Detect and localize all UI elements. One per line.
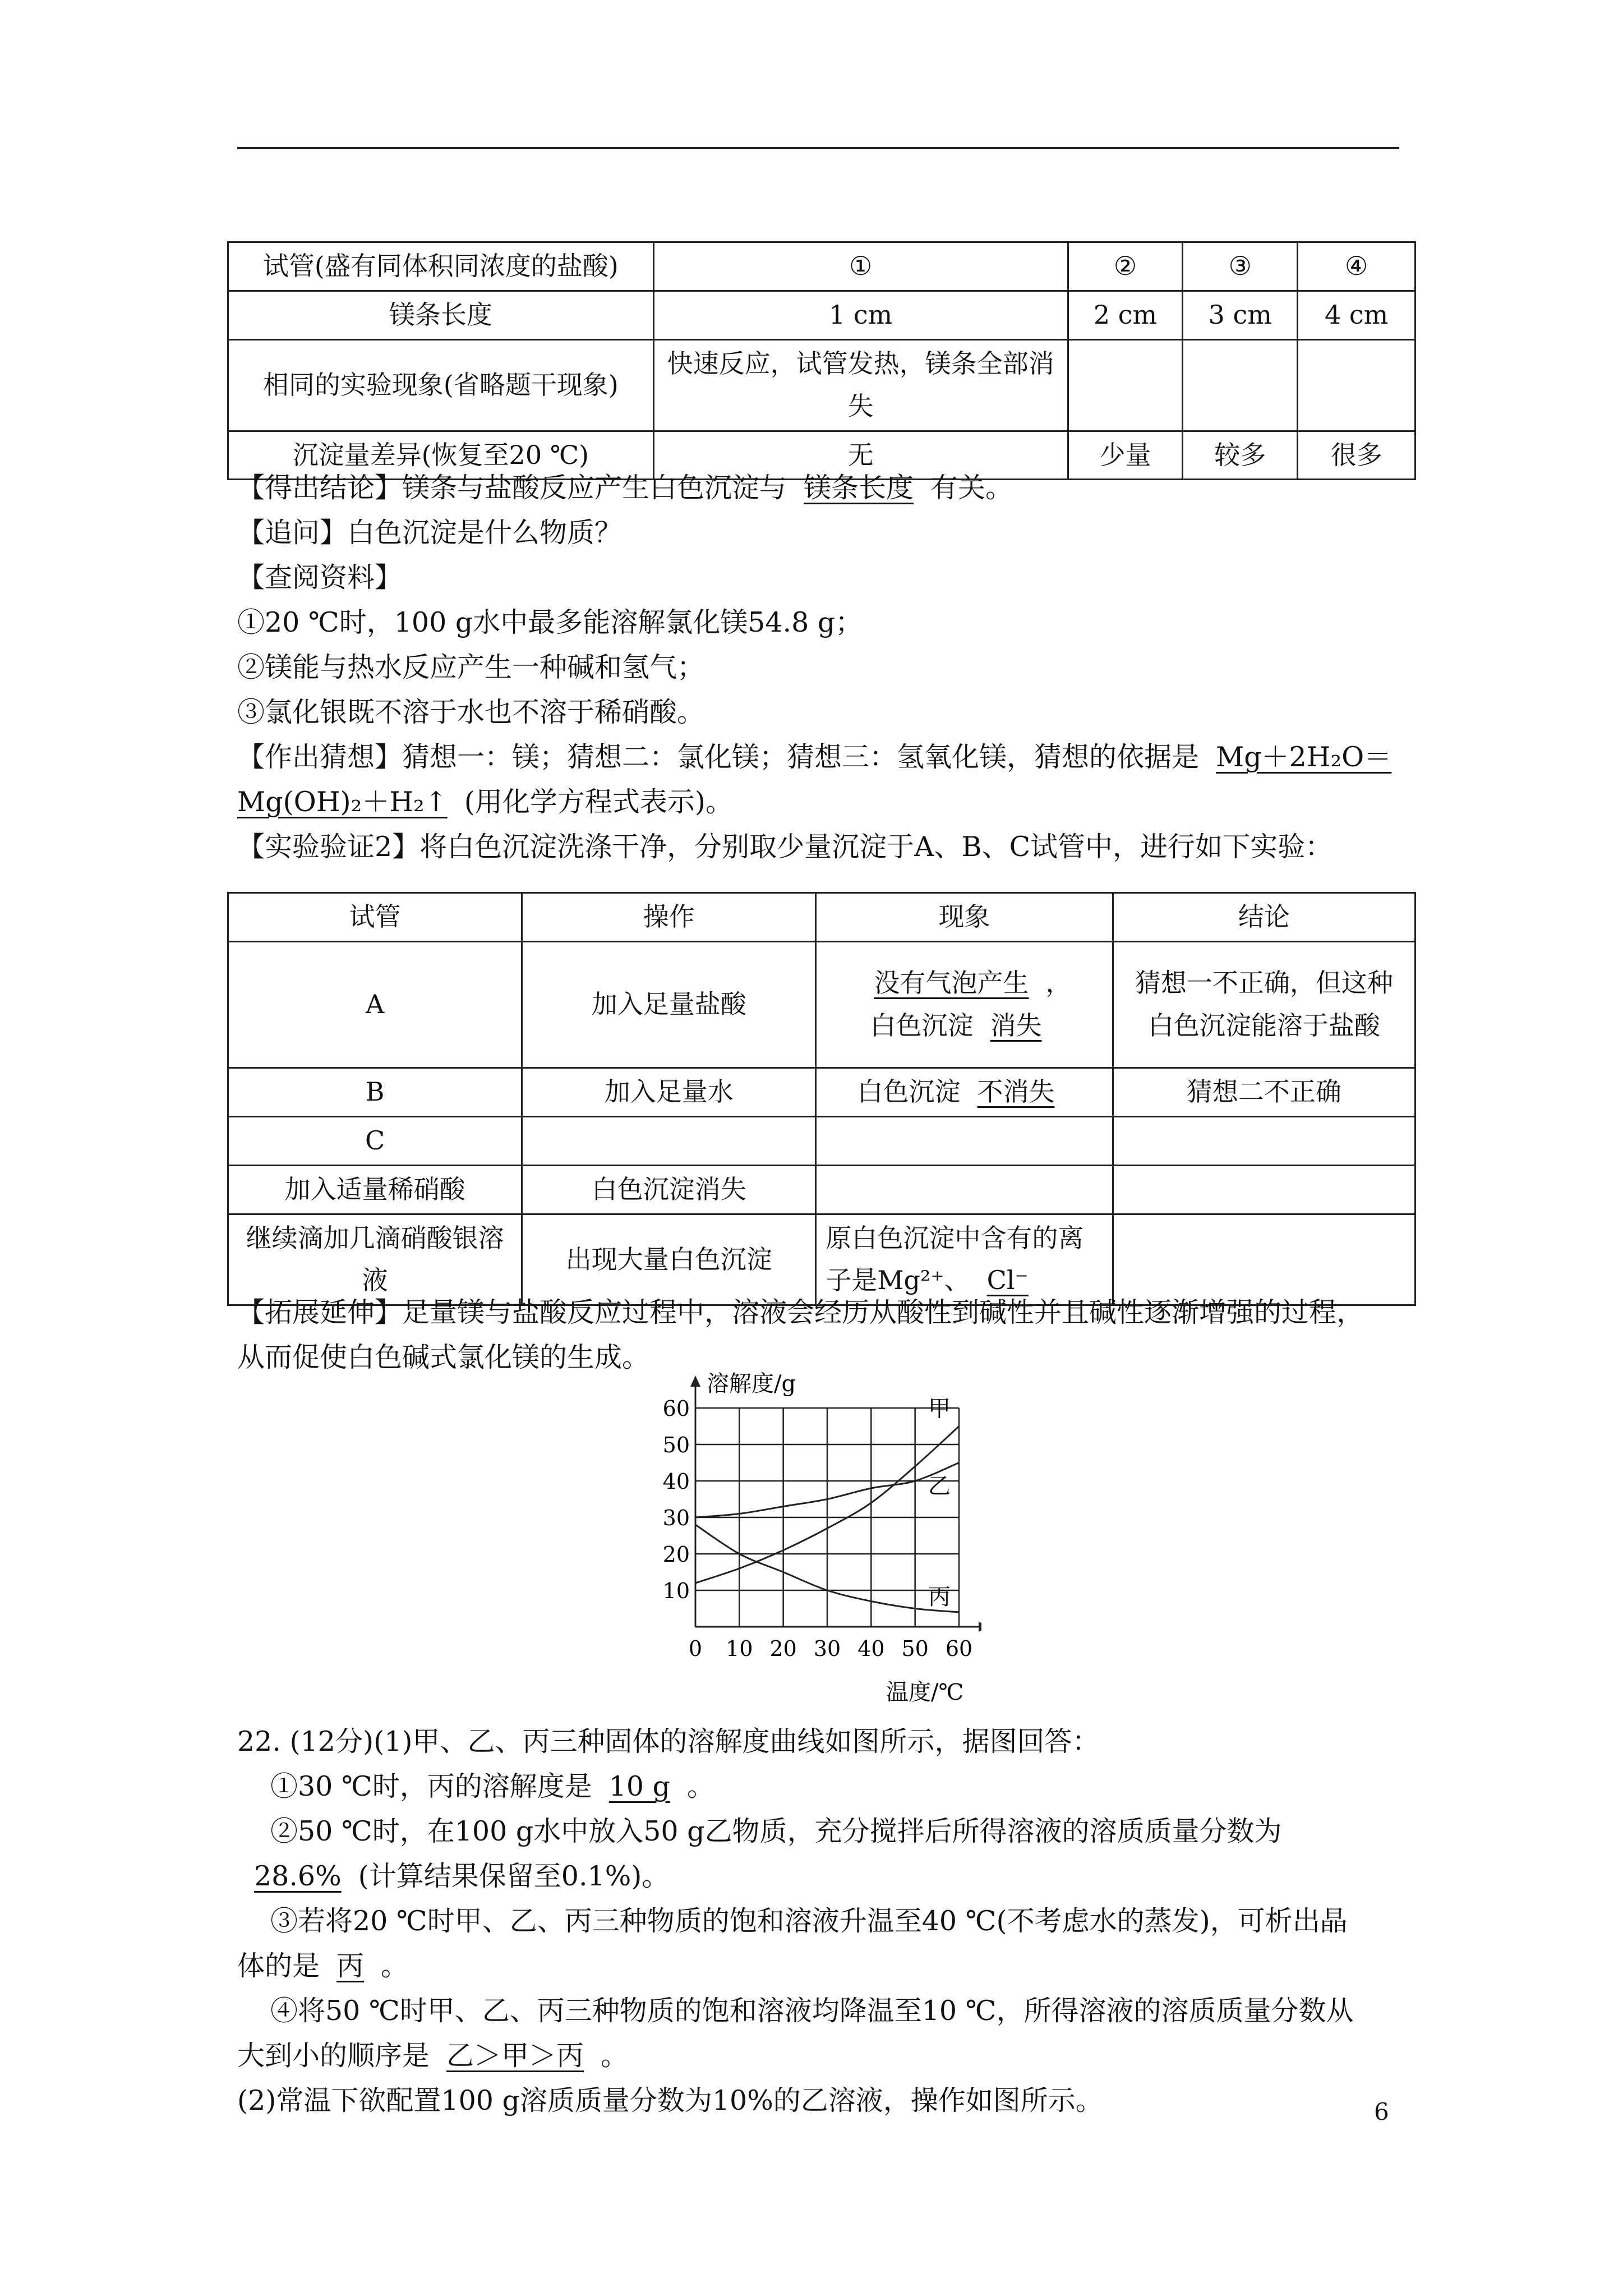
q22-c-answer: 丙 [336, 1950, 365, 1982]
y-tick-label: 60 [662, 1396, 690, 1421]
table-row [228, 1068, 1415, 1116]
q22-part-d-2 [237, 2033, 628, 2078]
conclusion-text: 【得出结论】镁条与盐酸反应产生白色沉淀与 [237, 472, 787, 504]
hypothesis-line-2 [237, 780, 733, 825]
y-tick-label: 10 [662, 1579, 690, 1603]
hypothesis-text: 【作出猜想】猜想一：镁；猜想二：氯化镁；猜想三：氢氧化镁，猜想的依据是 [237, 741, 1200, 773]
table-cell: 4 cm [1298, 291, 1415, 339]
phenomenon-answer-a1: 没有气泡产生 [874, 968, 1029, 998]
table-cell [816, 1068, 1113, 1116]
q22-part-c: ③若将20 ℃时甲、乙、丙三种物质的饱和溶液升温至40 ℃(不考虑水的蒸发)，可析出晶 [270, 1905, 1348, 1937]
hypothesis-line [237, 735, 1391, 780]
table-cell: 2 cm [1068, 291, 1183, 339]
hypothesis-answer-2: Mg(OH)₂＋H₂↑ [237, 786, 448, 818]
table-cell: 试管(盛有同体积同浓度的盐酸) [228, 242, 654, 291]
table-cell: ① [653, 242, 1068, 291]
table-cell [816, 1165, 1113, 1214]
table-cell: 1 cm [653, 291, 1068, 339]
conclusion-tail: 有关。 [930, 472, 1013, 504]
q22-d-tail: 。 [601, 2040, 629, 2072]
table-cell: 猜想二不正确 [1113, 1068, 1415, 1116]
table-cell [1113, 1165, 1415, 1214]
table-row [228, 941, 1415, 1068]
series-label: 丙 [928, 1584, 951, 1610]
table-cell: 出现大量白色沉淀 [522, 1214, 816, 1305]
verification-intro: 【实验验证2】将白色沉淀洗涤干净，分别取少量沉淀于A、B、C试管中，进行如下实验： [237, 831, 1333, 863]
ion-text: 原白色沉淀中含有的离子是Mg²⁺、 [826, 1222, 1084, 1296]
x-tick-label: 20 [769, 1636, 797, 1661]
table-cell: ④ [1298, 242, 1415, 291]
y-axis-label: 溶解度/g [707, 1371, 796, 1397]
y-axis-arrow [690, 1375, 700, 1387]
phenomenon-text-b: 白色沉淀 [857, 1076, 961, 1107]
q22-part-2: (2)常温下欲配置100 g溶质质量分数为10%的乙溶液，操作如图所示。 [237, 2085, 1103, 2116]
table-cell: C [228, 1116, 522, 1165]
table-cell: 相同的实验现象(省略题干现象) [228, 339, 654, 431]
table-cell: 加入足量水 [522, 1068, 816, 1116]
x-tick-label: 10 [726, 1636, 753, 1661]
extension-line-1: 【拓展延伸】足量镁与盐酸反应过程中，溶液会经历从酸性到碱性并且碱性逐渐增强的过程， [237, 1296, 1364, 1328]
table-cell [1298, 339, 1415, 431]
table-cell: 很多 [1298, 431, 1415, 480]
y-tick-label: 30 [662, 1506, 690, 1530]
table-row [228, 291, 1415, 339]
q22-a-tail: 。 [687, 1770, 715, 1802]
q22-part-b: ②50 ℃时，在100 g水中放入50 g乙物质，充分搅拌后所得溶液的溶质质量分数为 [270, 1815, 1282, 1847]
y-tick-label: 20 [662, 1542, 690, 1567]
experiment-table-2 [227, 892, 1416, 1306]
q22-a-answer: 10 g [608, 1770, 671, 1802]
header-rule [237, 147, 1399, 149]
table-cell: 继续滴加几滴硝酸银溶液 [228, 1214, 522, 1305]
x-axis-label: 温度/℃ [886, 1680, 964, 1705]
table-cell: 沉淀量差异(恢复至20 ℃) [228, 431, 654, 480]
table-row [228, 339, 1415, 431]
q22-d-text: 大到小的顺序是 [237, 2040, 430, 2072]
table-cell: 加入适量稀硝酸 [228, 1165, 522, 1214]
x-tick-label: 30 [813, 1636, 841, 1661]
reference-item-2: ②镁能与热水反应产生一种碱和氢气； [237, 651, 705, 683]
table-cell: ② [1068, 242, 1183, 291]
table-cell [816, 941, 1113, 1068]
table-cell: 快速反应，试管发热，镁条全部消失 [653, 339, 1068, 431]
table-header-cell: 操作 [522, 893, 816, 942]
table-cell: A [228, 941, 522, 1068]
chart-grid [695, 1408, 959, 1627]
table-cell: 较多 [1183, 431, 1298, 480]
q22-a-text: ①30 ℃时，丙的溶解度是 [270, 1770, 592, 1802]
phenomenon-answer-a2: 消失 [990, 1010, 1042, 1041]
reference-heading: 【查阅资料】 [237, 562, 403, 593]
table-cell [1183, 339, 1298, 431]
y-tick-label: 40 [662, 1469, 690, 1494]
table-cell: 少量 [1068, 431, 1183, 480]
table-cell [522, 1116, 816, 1165]
table-cell [816, 1116, 1113, 1165]
hypothesis-tail: (用化学方程式表示)。 [464, 786, 733, 818]
hypothesis-answer-1: Mg＋2H₂O＝ [1216, 741, 1392, 773]
x-tick-label: 40 [857, 1636, 885, 1661]
conclusion-answer: 镁条长度 [804, 472, 914, 504]
reference-item-1: ①20 ℃时，100 g水中最多能溶解氯化镁54.8 g； [237, 606, 863, 638]
conclusion-line [237, 466, 1013, 510]
table-header-cell: 现象 [816, 893, 1113, 942]
phenomenon-comma: ， [1045, 968, 1072, 998]
q22-c-text: 体的是 [237, 1950, 320, 1982]
experiment-table-1 [227, 241, 1416, 480]
extension-line-2: 从而促使白色碱式氯化镁的生成。 [237, 1341, 650, 1373]
table-cell: 白色沉淀消失 [522, 1165, 816, 1214]
q22-d-answer: 乙＞甲＞丙 [446, 2040, 584, 2072]
follow-up-question: 【追问】白色沉淀是什么物质？ [237, 517, 623, 549]
chart-tick-labels [663, 1396, 973, 1661]
table-row [228, 242, 1415, 291]
q22-c-tail: 。 [381, 1950, 409, 1982]
q22-intro: 22. (12分)(1)甲、乙、丙三种固体的溶解度曲线如图所示，据图回答： [237, 1726, 1100, 1757]
table-cell: 3 cm [1183, 291, 1298, 339]
table-row [228, 1116, 1415, 1165]
phenomenon-answer-b: 不消失 [977, 1076, 1055, 1107]
table-cell: 无 [653, 431, 1068, 480]
y-tick-label: 50 [662, 1433, 690, 1457]
q22-b-answer: 28.6% [254, 1860, 342, 1892]
x-tick-label: 0 [688, 1636, 703, 1661]
table-row [228, 893, 1415, 942]
table-cell: 猜想一不正确，但这种白色沉淀能溶于盐酸 [1113, 941, 1415, 1068]
table-cell: 加入足量盐酸 [522, 941, 816, 1068]
table-header-cell: 结论 [1113, 893, 1415, 942]
q22-part-a [270, 1764, 714, 1809]
series-label: 乙 [928, 1473, 951, 1499]
q22-part-d: ④将50 ℃时甲、乙、丙三种物质的饱和溶液均降温至10 ℃，所得溶液的溶质质量分数从 [270, 1995, 1354, 2027]
table-cell [1113, 1116, 1415, 1165]
table-cell: B [228, 1068, 522, 1116]
page-number: 6 [1374, 2098, 1389, 2125]
x-tick-label: 60 [945, 1636, 973, 1661]
solubility-chart [623, 1369, 981, 1711]
q22-part-b-2 [237, 1854, 669, 1899]
table-header-cell: 试管 [228, 893, 522, 942]
q22-b-tail: (计算结果保留至0.1%)。 [358, 1860, 670, 1892]
reference-item-3: ③氯化银既不溶于水也不溶于稀硝酸。 [237, 696, 705, 728]
x-axis-arrow [979, 1622, 981, 1632]
ion-answer: Cl⁻ [986, 1265, 1029, 1296]
table-cell [1068, 339, 1183, 431]
table-row [228, 1165, 1415, 1214]
phenomenon-text-a2: 白色沉淀 [870, 1010, 974, 1041]
series-label: 甲 [928, 1396, 951, 1422]
table-cell: 镁条长度 [228, 291, 654, 339]
table-cell: ③ [1183, 242, 1298, 291]
x-tick-label: 50 [901, 1636, 929, 1661]
q22-part-c-2 [237, 1944, 408, 1989]
